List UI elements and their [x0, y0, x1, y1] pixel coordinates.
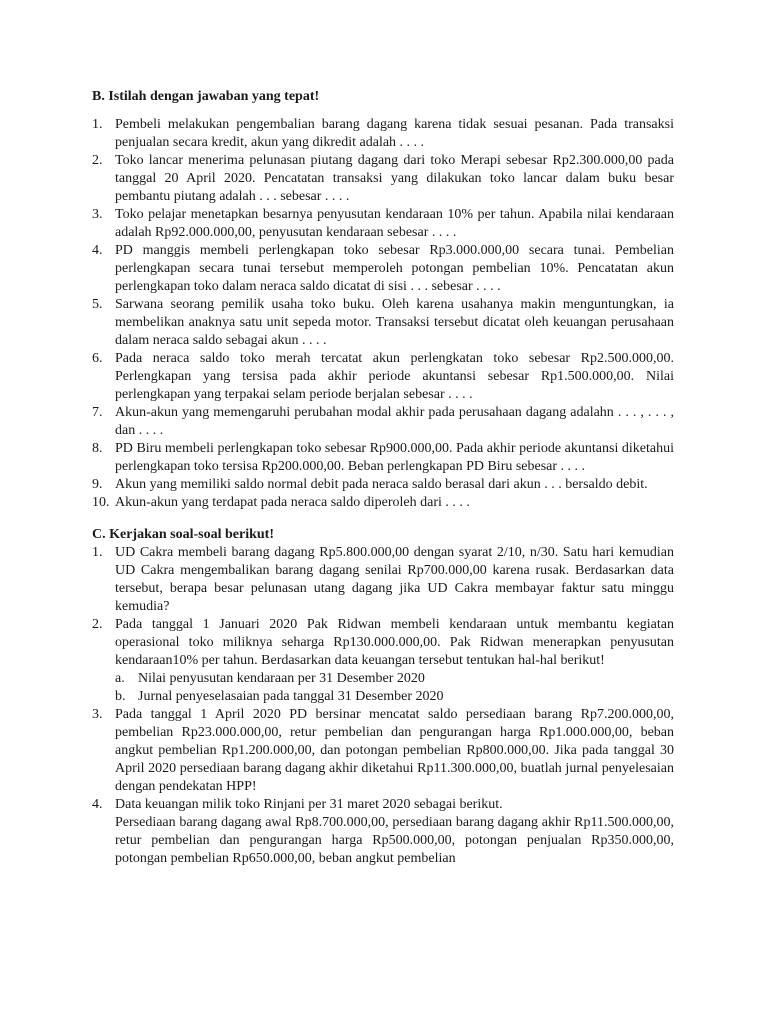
question-number: 2.: [92, 617, 103, 632]
section-b: [92, 88, 674, 512]
sub-item-text: Nilai penyusutan kendaraan per 31 Desember 2020: [138, 671, 425, 686]
question-text: Sarwana seorang pemilik usaha toko buku. Oleh karena usahanya makin menguntungkan, ia membelikan anaknya satu unit sepeda motor. Transaksi tersebut dicatat oleh keuangan perusahaan dalam neraca saldo sebagai akun . . . .: [115, 297, 674, 348]
question-number: 4.: [92, 243, 103, 258]
question-text: UD Cakra membeli barang dagang Rp5.800.000,00 dengan syarat 2/10, n/30. Satu hari kemudian UD Cakra mengembalikan barang dagang senilai Rp700.000,00 karena rusak. Berdasarkan data tersebut, berapa besar pelunasan utang dagang jika UD Cakra membayar faktur satu minggu kemudia?: [115, 545, 674, 614]
sub-item-text: Jurnal penyeselasaian pada tanggal 31 Desember 2020: [138, 689, 444, 704]
question-text: Akun yang memiliki saldo normal debit pada neraca saldo berasal dari akun . . . bersaldo debit.: [115, 477, 648, 492]
question-number: 9.: [92, 477, 103, 492]
question-c-3: [92, 706, 674, 796]
question-number: 1.: [92, 117, 103, 132]
question-text: Data keuangan milik toko Rinjani per 31 maret 2020 sebagai berikut.: [115, 797, 503, 812]
question-b-2: [92, 152, 674, 206]
question-b-8: [92, 440, 674, 476]
question-number: 6.: [92, 351, 103, 366]
question-text: Pada tanggal 1 April 2020 PD bersinar mencatat saldo persediaan barang Rp7.200.000,00, pembelian Rp23.000.000,00, retur pembelian dan pengurangan harga Rp1.000.000,00, beban angkut pembelian Rp1.200.000,00, dan potongan pembelian Rp800.000,00. Jika pada tanggal 30 April 2020 persediaan barang dagang akhir diketahui Rp11.300.000,00, buatlah jurnal penyelesaian dengan pendekatan HPP!: [115, 707, 674, 794]
section-c: [92, 526, 674, 868]
question-c-2: [92, 616, 674, 706]
question-text: Pada tanggal 1 Januari 2020 Pak Ridwan membeli kendaraan untuk membantu kegiatan operasional toko miliknya seharga Rp130.000.000,00. Pak Ridwan menerapkan penyusutan kendaraan10% per tahun. Berdasarkan data keuangan tersebut tentukan hal-hal berikut!: [115, 617, 674, 668]
sub-item-label: b.: [115, 689, 126, 704]
question-number: 3.: [92, 207, 103, 222]
question-continuation-text: Persediaan barang dagang awal Rp8.700.000,00, persediaan barang dagang akhir Rp11.500.000,00, retur pembelian dan pengurangan harga Rp500.000,00, potongan penjualan Rp350.000,00, potongan pembelian Rp650.000,00, beban angkut pembelian: [115, 815, 674, 866]
question-text: Toko lancar menerima pelunasan piutang dagang dari toko Merapi sebesar Rp2.300.000,00 pada tanggal 20 April 2020. Pencatatan transaksi yang dilakukan toko lancar dalam buku besar pembantu piutang adalah . . . sebesar . . . .: [115, 153, 674, 204]
question-text: PD Biru membeli perlengkapan toko sebesar Rp900.000,00. Pada akhir periode akuntansi diketahui perlengkapan toko tersisa Rp200.000,00. Beban perlengkapan PD Biru sebesar . . . .: [115, 441, 674, 474]
question-number: 4.: [92, 797, 103, 812]
question-number: 2.: [92, 153, 103, 168]
question-c-2-sublist: [115, 670, 674, 706]
question-number: 5.: [92, 297, 103, 312]
question-b-3: [92, 206, 674, 242]
question-b-1: [92, 116, 674, 152]
question-text: Akun-akun yang terdapat pada neraca saldo diperoleh dari . . . .: [115, 495, 470, 510]
sub-item-label: a.: [115, 671, 125, 686]
question-number: 3.: [92, 707, 103, 722]
question-text: Toko pelajar menetapkan besarnya penyusutan kendaraan 10% per tahun. Apabila nilai kendaraan adalah Rp92.000.000,00, penyusutan kendaraan sebesar . . . .: [115, 207, 674, 240]
section-c-list: [92, 544, 674, 868]
sub-item-b: [115, 688, 674, 706]
question-number: 8.: [92, 441, 103, 456]
question-c-1: [92, 544, 674, 616]
question-number: 10.: [92, 495, 110, 510]
section-b-list: [92, 116, 674, 512]
question-b-7: [92, 404, 674, 440]
question-b-9: [92, 476, 674, 494]
question-b-4: [92, 242, 674, 296]
question-text: Akun-akun yang memengaruhi perubahan modal akhir pada perusahaan dagang adalahn . . . , . . . , dan . . . .: [115, 405, 674, 438]
question-text: PD manggis membeli perlengkapan toko sebesar Rp3.000.000,00 secara tunai. Pembelian perlengkapan secara tunai tersebut memperoleh potongan pembelian 10%. Pencatatan akun perlengkapan toko dalam neraca saldo dicatat di sisi . . . sebesar . . . .: [115, 243, 674, 294]
question-number: 7.: [92, 405, 103, 420]
question-text: Pembeli melakukan pengembalian barang dagang karena tidak sesuai pesanan. Pada transaksi penjualan secara kredit, akun yang dikredit adalah . . . .: [115, 117, 674, 150]
question-b-5: [92, 296, 674, 350]
question-text: Pada neraca saldo toko merah tercatat akun perlengkatan toko sebesar Rp2.500.000,00. Perlengkapan yang tersisa pada akhir periode akuntansi sebesar Rp1.500.000,00. Nilai perlengkapan yang terpakai selam periode berjalan sebesar . . . .: [115, 351, 674, 402]
sub-item-a: [115, 670, 674, 688]
question-c-4: [92, 796, 674, 868]
question-number: 1.: [92, 545, 103, 560]
question-b-10: [92, 494, 674, 512]
section-b-heading: B. Istilah dengan jawaban yang tepat!: [92, 89, 320, 104]
section-c-heading: C. Kerjakan soal-soal berikut!: [92, 527, 274, 542]
question-b-6: [92, 350, 674, 404]
